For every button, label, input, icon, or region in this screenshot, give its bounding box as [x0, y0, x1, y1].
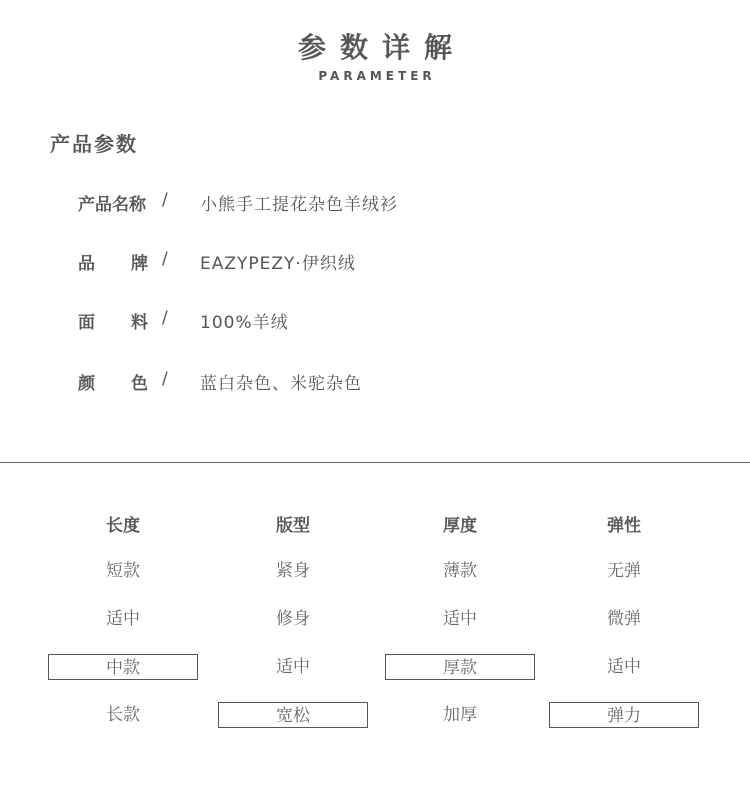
divider — [0, 462, 750, 463]
param-separator: / — [162, 190, 168, 210]
param-label-part: 料 — [131, 313, 148, 333]
param-label-part: 色 — [131, 374, 148, 394]
param-separator: / — [162, 308, 168, 328]
attribute-option: 薄款 — [443, 561, 477, 581]
page-title: 参数详解 — [297, 31, 466, 64]
attribute-header: 长度 — [106, 516, 140, 536]
attribute-option-selected: 厚款 — [385, 654, 535, 680]
param-label — [78, 369, 148, 394]
attribute-header: 弹性 — [607, 516, 641, 536]
param-label — [78, 308, 148, 333]
attribute-option-selected: 弹力 — [549, 702, 699, 728]
param-label-part: 面 — [78, 313, 95, 333]
page-subtitle: PARAMETER — [318, 69, 436, 83]
param-value: 小熊手工提花杂色羊绒衫 — [200, 195, 398, 215]
attribute-option: 短款 — [106, 561, 140, 581]
attribute-option-selected: 中款 — [48, 654, 198, 680]
attribute-header: 版型 — [276, 516, 310, 536]
param-value: EAZYPEZY·伊织绒 — [200, 254, 356, 274]
param-label — [78, 249, 148, 274]
attribute-option: 紧身 — [276, 561, 310, 581]
attribute-option: 微弹 — [607, 609, 641, 629]
attribute-option: 无弹 — [607, 561, 641, 581]
attribute-option: 加厚 — [443, 705, 477, 725]
param-label-part: 品 — [78, 254, 95, 274]
attribute-option: 适中 — [607, 657, 641, 677]
param-value: 蓝白杂色、米驼杂色 — [200, 374, 362, 394]
attribute-option: 修身 — [276, 609, 310, 629]
param-value: 100%羊绒 — [200, 313, 289, 333]
param-separator: / — [162, 369, 168, 389]
section-title: 产品参数 — [50, 132, 138, 156]
attribute-option: 适中 — [443, 609, 477, 629]
attribute-option: 适中 — [276, 657, 310, 677]
param-label-part: 牌 — [131, 254, 148, 274]
param-label-part: 产品名称 — [78, 195, 146, 215]
param-separator: / — [162, 249, 168, 269]
attribute-option: 适中 — [106, 609, 140, 629]
param-label — [78, 190, 148, 215]
param-label-part: 颜 — [78, 374, 95, 394]
attribute-header: 厚度 — [443, 516, 477, 536]
attribute-option: 长款 — [106, 705, 140, 725]
attribute-option-selected: 宽松 — [218, 702, 368, 728]
